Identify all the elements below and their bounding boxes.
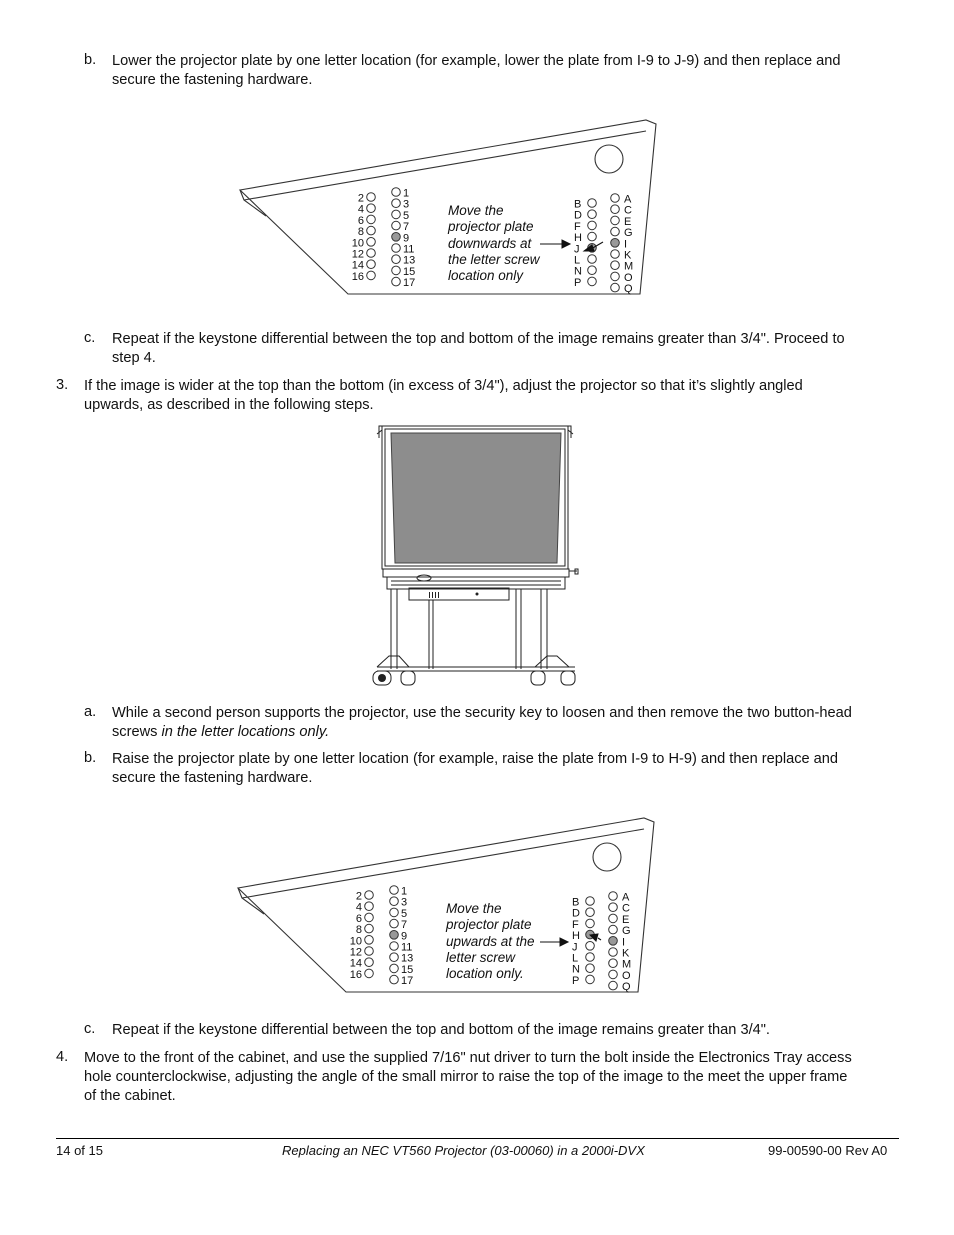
hole-label: 12	[351, 248, 364, 261]
hole-label: E	[624, 215, 632, 228]
hole	[609, 959, 618, 968]
hole-label: 7	[403, 221, 410, 234]
hole	[588, 266, 597, 275]
hole	[609, 892, 618, 901]
hole	[588, 210, 597, 219]
hole-label: 3	[403, 198, 410, 211]
caption-line: projector plate	[446, 917, 532, 932]
hole-label: 11	[401, 941, 413, 954]
hole	[365, 958, 374, 967]
hole	[365, 902, 374, 911]
hole	[611, 283, 620, 292]
electronics-tray	[409, 588, 509, 600]
keystone-image	[391, 433, 561, 563]
hole-label: 4	[355, 901, 362, 914]
footer-document-id: 99-00590-00 Rev A0	[768, 1143, 888, 1158]
hole	[588, 277, 597, 286]
hole-label: 5	[401, 907, 408, 920]
hole-label: P	[572, 974, 580, 987]
hole-label: 9	[403, 232, 410, 245]
figure-plate-raise	[236, 814, 660, 1006]
step-3-text	[84, 377, 803, 415]
hole-label: H	[574, 232, 582, 245]
hole-label: M	[624, 260, 634, 273]
hole-label: H	[572, 930, 580, 943]
hole-label: 5	[403, 209, 410, 222]
hole-label: G	[624, 227, 633, 240]
arrow-to-screw	[540, 934, 601, 946]
step-3a-line1: While a second person supports the projector, use the security key to loosen and then remove the two button-head	[112, 705, 852, 721]
hole	[588, 199, 597, 208]
hole-label: 14	[349, 957, 362, 970]
caption-line: the letter screw	[448, 252, 540, 267]
hole	[390, 942, 399, 951]
step-3a-line2	[112, 723, 852, 742]
step-4-line2: hole counterclockwise, adjusting the angle of the small mirror to raise the top of the image to the meet the upper frame	[84, 1069, 848, 1085]
move-caption	[445, 901, 535, 981]
hole	[367, 271, 376, 280]
hole-label: L	[574, 254, 581, 267]
hole	[365, 913, 374, 922]
hole	[392, 188, 401, 197]
step-3c-line1: Repeat if the keystone differential between the top and bottom of the image remains greater than 3/4".	[112, 1022, 770, 1038]
hole-label: N	[572, 963, 580, 976]
step-2c-marker: c.	[84, 330, 96, 346]
caption-line: Move the	[448, 203, 504, 218]
hole	[611, 261, 620, 270]
hole-label: N	[574, 265, 582, 278]
hole	[367, 226, 376, 235]
hole	[588, 255, 597, 264]
hole	[365, 947, 374, 956]
hole-label: 8	[357, 226, 364, 239]
footer-page-number: 14 of 15	[56, 1143, 103, 1158]
step-3b-line1: Raise the projector plate by one letter location (for example, raise the plate from I-9 to H-9) and then replace and	[112, 751, 839, 767]
caption-line: location only.	[446, 966, 524, 981]
step-3c-text	[112, 1021, 770, 1040]
caption-line: upwards at the	[446, 934, 535, 949]
hole-label: 9	[401, 930, 408, 943]
hole-label: E	[622, 913, 630, 926]
hole	[586, 942, 595, 951]
hole	[390, 964, 399, 973]
hole	[367, 238, 376, 247]
hole-label: 13	[403, 254, 416, 267]
hole-label: 17	[401, 975, 414, 988]
move-caption	[447, 203, 541, 283]
hole-label: A	[624, 193, 632, 206]
step-2b-text	[112, 52, 840, 90]
step-3a-text	[112, 704, 852, 742]
hole	[609, 981, 618, 990]
hole-label: 10	[349, 935, 362, 948]
hole-label: J	[574, 243, 580, 256]
hole-label: D	[572, 907, 580, 920]
hole	[392, 277, 401, 286]
hole-label: 14	[351, 259, 364, 272]
hole-label: K	[624, 249, 632, 262]
step-2c-line2: step 4.	[112, 350, 156, 366]
hole-label: Q	[624, 283, 633, 296]
caption-line: location only	[448, 268, 524, 283]
step-3-line1: If the image is wider at the top than the bottom (in excess of 3/4"), adjust the projector so that it’s slightly angled	[84, 378, 803, 394]
hole	[611, 194, 620, 203]
hole	[609, 948, 618, 957]
step-4-marker: 4.	[56, 1049, 69, 1065]
hole	[365, 891, 374, 900]
hole	[609, 903, 618, 912]
hole	[390, 953, 399, 962]
hole-label: C	[622, 902, 630, 915]
hole	[390, 919, 399, 928]
hole	[390, 886, 399, 895]
hole	[390, 975, 399, 984]
step-3b-line2: secure the fastening hardware.	[112, 770, 313, 786]
caption-line: projector plate	[448, 219, 534, 234]
hole	[609, 970, 618, 979]
hole-label: 3	[401, 896, 408, 909]
hole	[365, 936, 374, 945]
hole	[588, 232, 597, 241]
hole	[609, 914, 618, 923]
hole	[392, 266, 401, 275]
hole	[392, 255, 401, 264]
hole-label: K	[622, 947, 630, 960]
step-4-text	[84, 1049, 852, 1106]
hole-label: D	[574, 209, 582, 222]
hole-label: L	[572, 952, 579, 965]
hole-label: P	[574, 276, 582, 289]
hole-label: 2	[355, 890, 362, 903]
step-3-line2: upwards, as described in the following steps.	[84, 397, 374, 413]
hole-label: M	[622, 958, 632, 971]
footer-document-title: Replacing an NEC VT560 Projector (03-00060) in a 2000i-DVX	[282, 1143, 645, 1158]
hole-label: 15	[401, 963, 414, 976]
step-4-line1: Move to the front of the cabinet, and use the supplied 7/16" nut driver to turn the bolt inside the Electronics Tray access	[84, 1050, 852, 1066]
caption-line: letter screw	[446, 950, 516, 965]
hole-label: C	[624, 204, 632, 217]
hole-label: 8	[355, 924, 362, 937]
step-2c-line1: Repeat if the keystone differential between the top and bottom of the image remains greater than 3/4". Proceed to	[112, 331, 845, 347]
hole	[609, 925, 618, 934]
step-4-line3: of the cabinet.	[84, 1088, 176, 1104]
hole-label: I	[624, 238, 628, 251]
hole-label: F	[574, 220, 581, 233]
hole	[390, 908, 399, 917]
hole	[367, 249, 376, 258]
hole	[365, 969, 374, 978]
screw-hole-filled	[390, 931, 399, 940]
hole-label: 7	[401, 919, 408, 932]
hole	[586, 908, 595, 917]
hole-label: 15	[403, 265, 416, 278]
caption-line: downwards at	[448, 236, 532, 251]
step-3b-marker: b.	[84, 750, 97, 766]
hole	[611, 216, 620, 225]
hole	[586, 964, 595, 973]
step-2b-line2: secure the fastening hardware.	[112, 72, 313, 88]
hole	[367, 193, 376, 202]
footer-rule	[56, 1138, 899, 1139]
hole	[367, 215, 376, 224]
hole-label: 16	[351, 270, 364, 283]
hole	[611, 227, 620, 236]
hole	[365, 924, 374, 933]
hole-label: B	[572, 896, 580, 909]
hole-label: 16	[349, 968, 362, 981]
hole	[588, 221, 597, 230]
hole-label: 6	[355, 912, 362, 925]
hole	[586, 953, 595, 962]
step-3-marker: 3.	[56, 377, 69, 393]
hole-label: A	[622, 891, 630, 904]
hole	[392, 210, 401, 219]
figure-cabinet	[369, 424, 583, 688]
screw-hole-filled	[611, 239, 620, 248]
hole-label: O	[622, 969, 631, 982]
hole-label: 17	[403, 277, 416, 290]
step-3c-marker: c.	[84, 1021, 96, 1037]
screw-hole-filled	[392, 233, 401, 242]
hole-label: 2	[357, 192, 364, 205]
step-2b-line1: Lower the projector plate by one letter location (for example, lower the plate from I-9 to J-9) and then replace and	[112, 53, 841, 69]
hole-label: Q	[622, 981, 631, 994]
hole-label: B	[574, 198, 582, 211]
hole-label: 13	[401, 952, 414, 965]
caption-line: Move the	[446, 901, 502, 916]
hole-label: G	[622, 925, 631, 938]
hole-label: 10	[351, 237, 364, 250]
hole	[367, 204, 376, 213]
hole-label: I	[622, 936, 626, 949]
hole	[390, 897, 399, 906]
screw-hole-filled	[609, 937, 618, 946]
hole	[392, 199, 401, 208]
step-3a-line2-plain: screws	[112, 724, 162, 740]
hole-label: F	[572, 918, 579, 931]
step-3b-text	[112, 750, 838, 788]
hole-label: 1	[403, 187, 410, 200]
hole	[611, 205, 620, 214]
hole	[392, 244, 401, 253]
hole	[392, 221, 401, 230]
step-2b-marker: b.	[84, 52, 97, 68]
hole	[611, 250, 620, 259]
hole	[586, 919, 595, 928]
step-3a-marker: a.	[84, 704, 97, 720]
hole	[586, 975, 595, 984]
hole-label: 6	[357, 214, 364, 227]
hole	[611, 272, 620, 281]
step-3a-line2-italic: in the letter locations only.	[161, 724, 330, 740]
step-2c-text	[112, 330, 845, 368]
hole-label: O	[624, 271, 633, 284]
hole-label: 1	[401, 885, 408, 898]
hole	[367, 260, 376, 269]
hole	[586, 897, 595, 906]
figure-plate-lower	[238, 116, 662, 308]
hole-label: 12	[349, 946, 362, 959]
hole-label: 4	[357, 203, 364, 216]
hole-label: J	[572, 941, 578, 954]
hole-label: 11	[403, 243, 415, 256]
